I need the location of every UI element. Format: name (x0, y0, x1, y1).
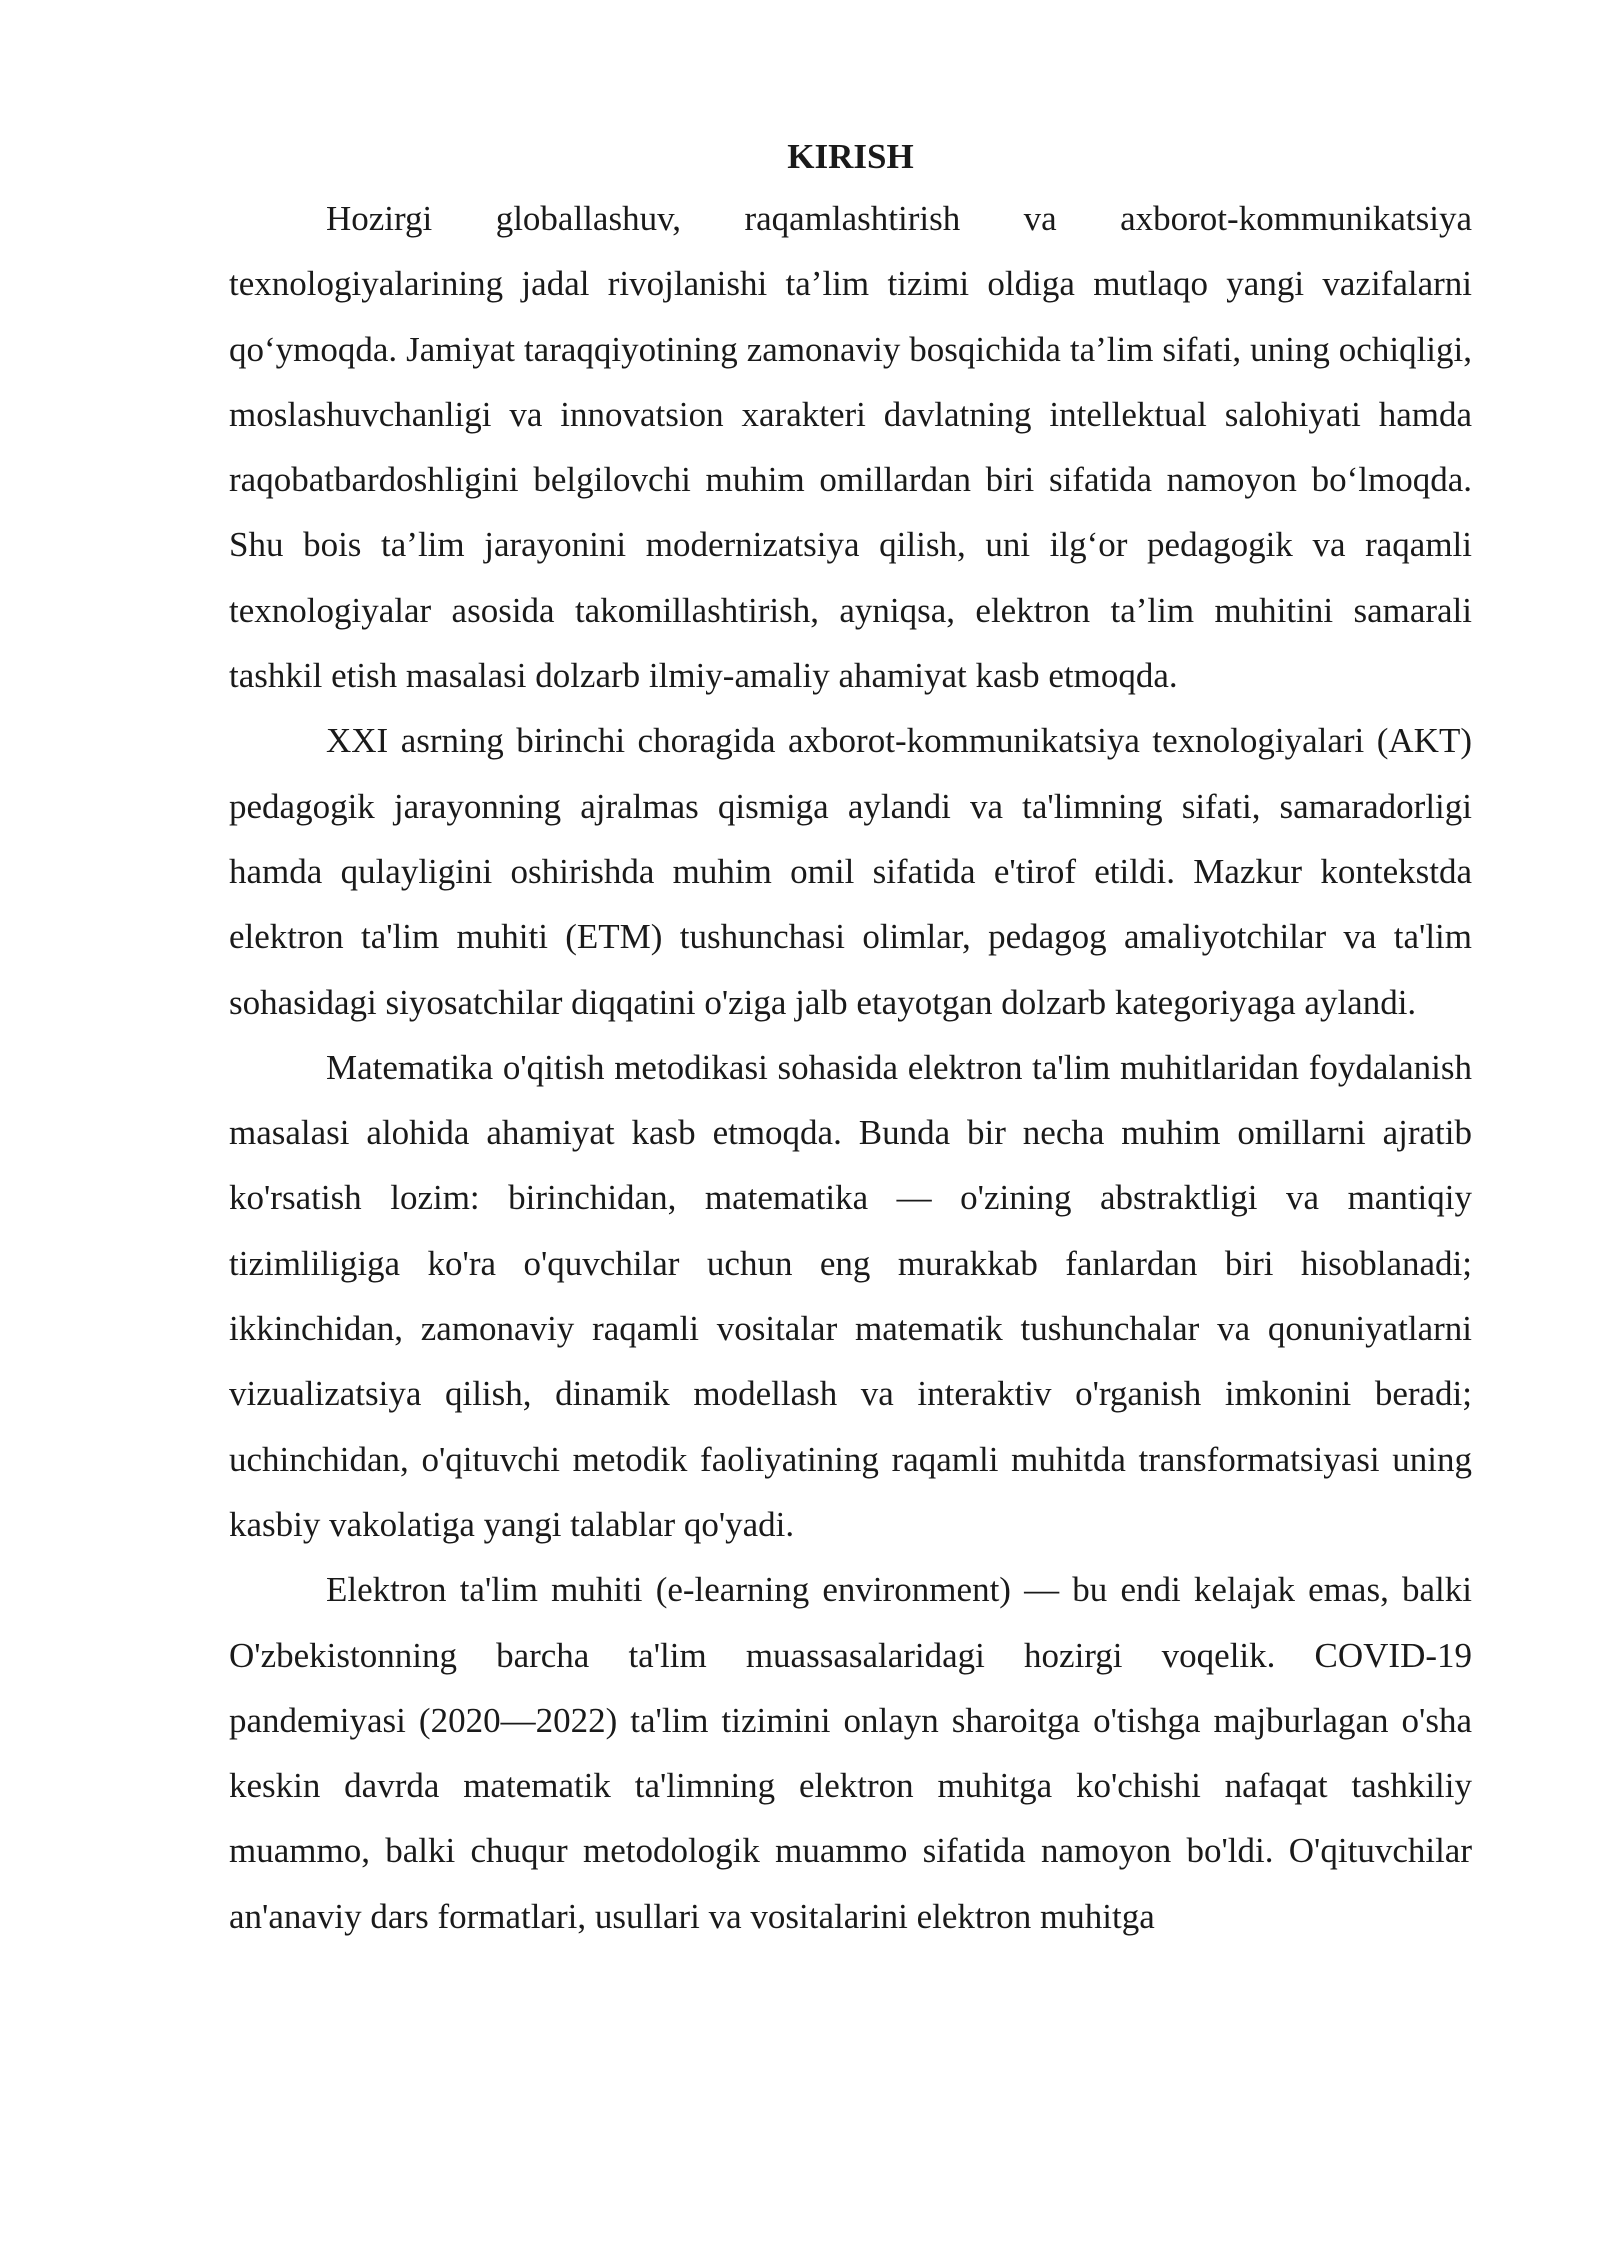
paragraph-2: XXI asrning birinchi choragida axborot-kommunikatsiya texnologiyalari (AKT) pedagogik jarayonning ajralmas qismiga aylandi va ta'limning sifati, samaradorligi hamda qulayligini oshirishda muhim omil sifatida e'tirof etildi. Mazkur kontekstda elektron ta'lim muhiti (ETM) tushunchasi olimlar, pedagog amaliyotchilar va ta'lim sohasidagi siyosatchilar diqqatini o'ziga jalb etayotgan dolzarb kategoriyaga aylandi. (229, 721, 1472, 1022)
paragraph-4: Elektron ta'lim muhiti (e-learning environment) — bu endi kelajak emas, balki O'zbekistonning barcha ta'lim muassasalaridagi hozirgi voqelik. COVID-19 pandemiyasi (2020—2022) ta'lim tizimini onlayn sharoitga o'tishga majburlagan o'sha keskin davrda matematik ta'limning elektron muhitga ko'chishi nafaqat tashkiliy muammo, balki chuqur metodologik muammo sifatida namoyon bo'ldi. O'qituvchilar an'anaviy dars formatlari, usullari va vositalarini elektron muhitga (229, 1570, 1472, 1936)
paragraph-1: Hozirgi globallashuv, raqamlashtirish va axborot-kommunikatsiya texnologiyalarining jadal rivojlanishi ta’lim tizimi oldiga mutlaqo yangi vazifalarni qo‘ymoqda. Jamiyat taraqqiyotining zamonaviy bosqichida ta’lim sifati, uning ochiqligi, moslashuvchanligi va innovatsion xarakteri davlatning intellektual salohiyati hamda raqobatbardoshligini belgilovchi muhim omillardan biri sifatida namoyon bo‘lmoqda. Shu bois ta’lim jarayonini modernizatsiya qilish, uni ilg‘or pedagogik va raqamli texnologiyalar asosida takomillashtirish, ayniqsa, elektron ta’lim muhitini samarali tashkil etish masalasi dolzarb ilmiy-amaliy ahamiyat kasb etmoqda. (229, 199, 1472, 696)
document-body (229, 128, 1472, 1949)
paragraph-3: Matematika o'qitish metodikasi sohasida elektron ta'lim muhitlaridan foydalanish masalasi alohida ahamiyat kasb etmoqda. Bunda bir necha muhim omillarni ajratib ko'rsatish lozim: birinchidan, matematika — o'zining abstraktligi va mantiqiy tizimliligiga ko'ra o'quvchilar uchun eng murakkab fanlardan biri hisoblanadi; ikkinchidan, zamonaviy raqamli vositalar matematik tushunchalar va qonuniyatlarni vizualizatsiya qilish, dinamik modellash va interaktiv o'rganish imkonini beradi; uchinchidan, o'qituvchi metodik faoliyatining raqamli muhitda transformatsiyasi uning kasbiy vakolatiga yangi talablar qo'yadi. (229, 1047, 1472, 1544)
document-title: KIRISH (787, 137, 914, 176)
